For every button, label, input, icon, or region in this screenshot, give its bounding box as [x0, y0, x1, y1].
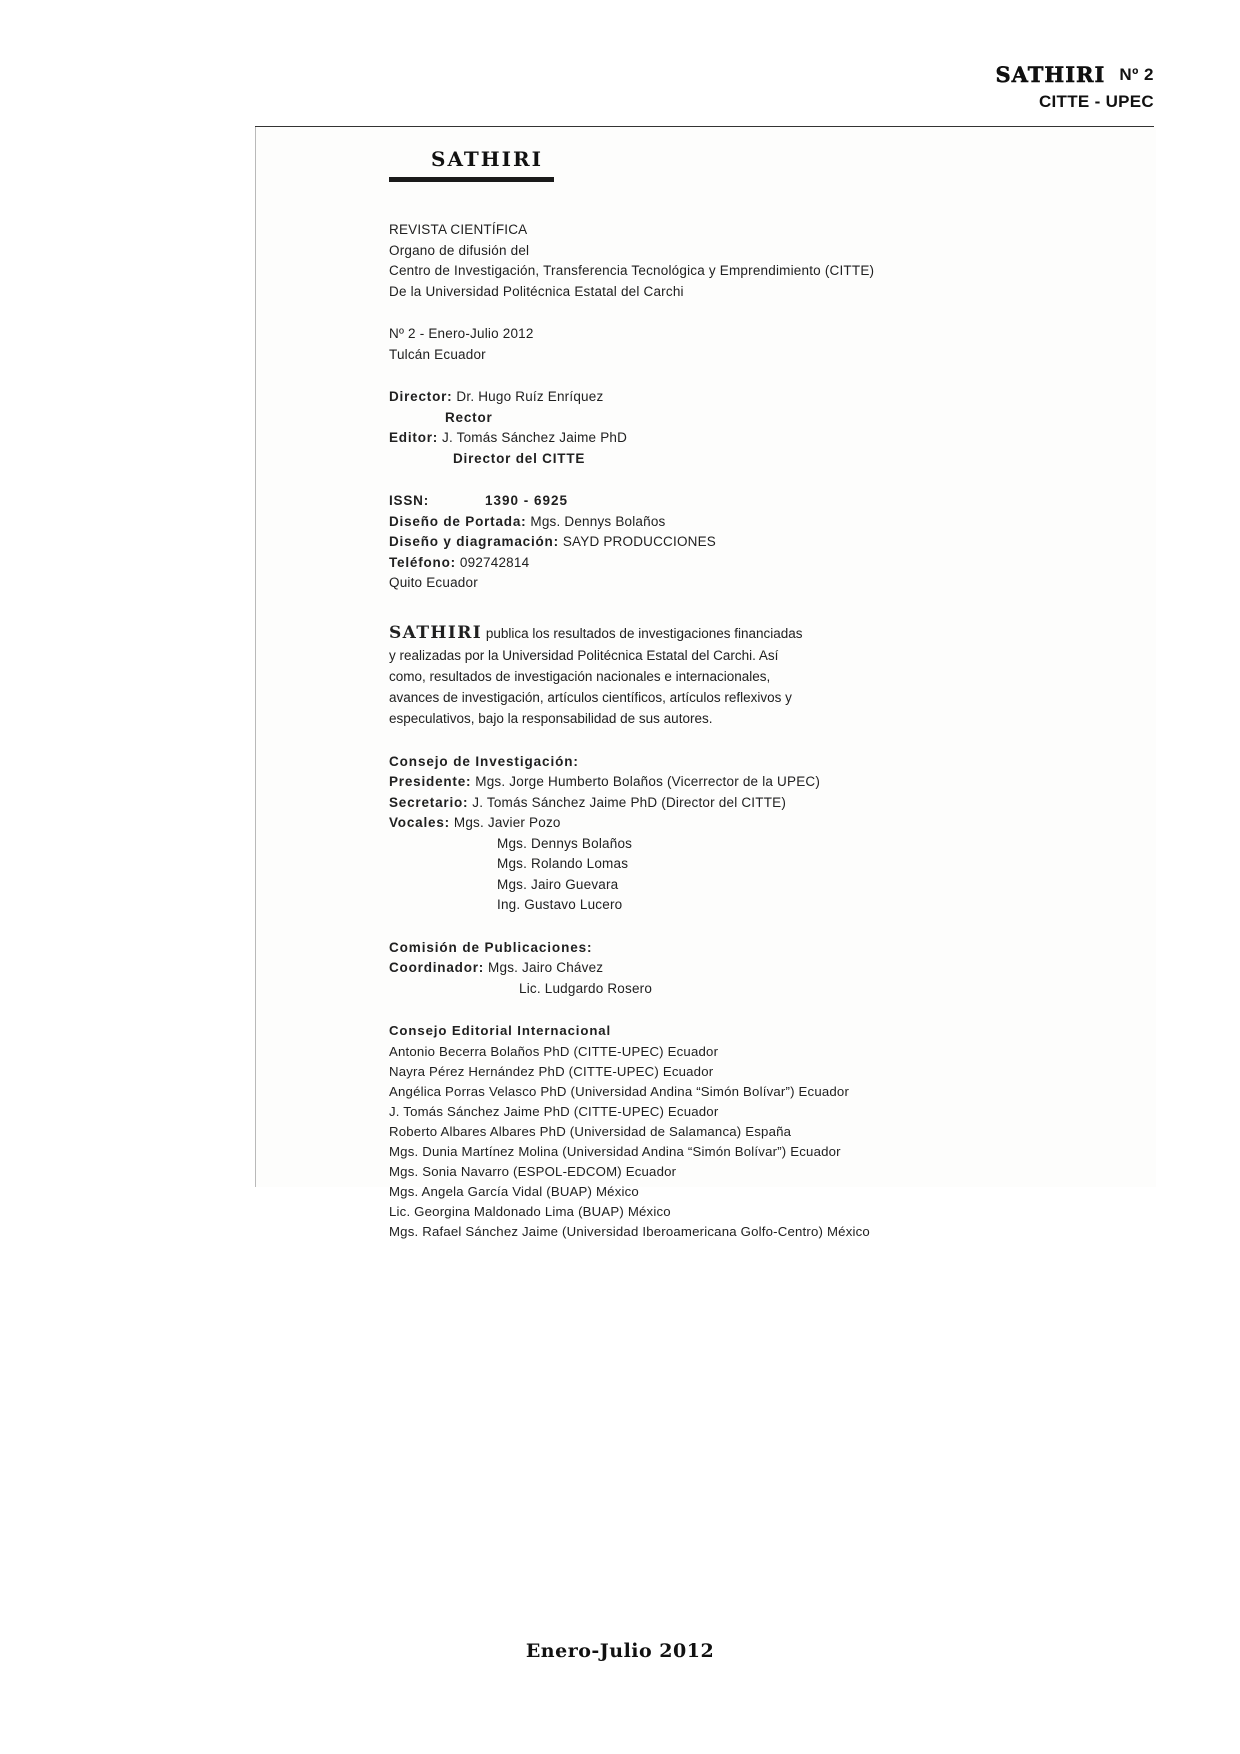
issn-value: 1390 - 6925 — [484, 493, 569, 509]
council-president-label: Presidente: — [389, 774, 472, 790]
director-label: Director: — [389, 389, 453, 405]
issue-block — [389, 324, 1089, 365]
editorial-board-member: Mgs. Rafael Sánchez Jaime (Universidad Iberoamericana Golfo-Centro) México — [389, 1224, 870, 1240]
council-president-line — [389, 772, 1089, 793]
council-members-line — [389, 813, 1089, 834]
cover-design-line — [389, 512, 1089, 533]
commission-coordinator-label: Coordinador: — [389, 960, 485, 976]
editorial-board-member: Nayra Pérez Hernández PhD (CITTE-UPEC) Ecuador — [389, 1063, 714, 1079]
director-line — [389, 387, 1089, 408]
council-president-value: Mgs. Jorge Humberto Bolaños (Vicerrector de la UPEC) — [475, 774, 821, 790]
editorial-board-block — [389, 1021, 1089, 1242]
masthead-title: SATHIRI — [431, 147, 543, 171]
production-city: Quito Ecuador — [389, 575, 478, 591]
research-council-block — [389, 752, 1089, 916]
commission-member: Lic. Ludgardo Rosero — [519, 980, 653, 996]
imprint-line: REVISTA CIENTÍFICA — [389, 222, 528, 237]
editor-name: J. Tomás Sánchez Jaime PhD — [442, 430, 628, 446]
cover-design-value: Mgs. Dennys Bolaños — [530, 513, 666, 529]
council-member: Mgs. Rolando Lomas — [497, 856, 629, 872]
commission-coordinator-line — [389, 958, 1089, 979]
council-secretary-value: J. Tomás Sánchez Jaime PhD (Director del CITTE) — [472, 794, 787, 810]
running-head-line-1 — [995, 62, 1154, 88]
about-text: publica los resultados de investigaciones financiadas y realizadas por la Universidad Politécnica Estatal del Carchi. Así como, resultados de investigación nacionales e internacionales, avances de investigación, artículos científicos, artículos reflexivos y especulativos, bajo la responsabilidad de sus autores. — [389, 625, 803, 726]
council-secretary-label: Secretario: — [389, 794, 469, 810]
about-paragraph — [389, 620, 809, 730]
editorial-board-member: Antonio Becerra Bolaños PhD (CITTE-UPEC) Ecuador — [389, 1043, 719, 1059]
imprint-content — [389, 147, 1089, 1242]
running-head — [995, 62, 1154, 113]
running-head-affiliation: CITTE - UPEC — [1038, 92, 1154, 112]
council-member: Mgs. Jairo Guevara — [497, 876, 619, 892]
director-name: Dr. Hugo Ruíz Enríquez — [456, 389, 604, 405]
layout-line — [389, 532, 1089, 553]
layout-value: SAYD PRODUCCIONES — [562, 534, 717, 550]
issue-line: Tulcán Ecuador — [389, 346, 486, 362]
phone-label: Teléfono: — [389, 554, 456, 570]
editorial-board-member: J. Tomás Sánchez Jaime PhD (CITTE-UPEC) Ecuador — [389, 1103, 719, 1119]
commission-coordinator-value: Mgs. Jairo Chávez — [488, 960, 604, 976]
issn-line — [389, 491, 1089, 512]
staff-block — [389, 387, 1089, 469]
imprint-line: Organo de difusión del — [389, 242, 530, 258]
phone-value: 092742814 — [459, 554, 530, 570]
journal-title: SATHIRI — [995, 62, 1106, 87]
council-secretary-line — [389, 793, 1089, 814]
editor-role: Director del CITTE — [453, 450, 586, 466]
council-member: Ing. Gustavo Lucero — [497, 897, 623, 913]
imprint-line: Centro de Investigación, Transferencia Tecnológica y Emprendimiento (CITTE) — [389, 263, 875, 279]
research-council-heading: Consejo de Investigación: — [389, 753, 579, 769]
editorial-board-member: Angélica Porras Velasco PhD (Universidad Andina “Simón Bolívar”) Ecuador — [389, 1083, 850, 1099]
page-footer: Enero-Julio 2012 — [525, 1640, 715, 1662]
phone-line — [389, 553, 1089, 574]
editorial-board-member: Mgs. Angela García Vidal (BUAP) México — [389, 1183, 639, 1199]
imprint-line: De la Universidad Politécnica Estatal del Carchi — [389, 283, 684, 299]
editorial-board-member: Mgs. Sonia Navarro (ESPOL-EDCOM) Ecuador — [389, 1163, 677, 1179]
publications-commission-block — [389, 938, 1089, 1000]
scanned-page — [255, 127, 1156, 1240]
editor-label: Editor: — [389, 430, 439, 446]
about-lead: SATHIRI — [389, 622, 483, 643]
editorial-board-heading: Consejo Editorial Internacional — [389, 1023, 612, 1039]
layout-label: Diseño y diagramación: — [389, 534, 559, 550]
issn-label: ISSN: — [389, 493, 430, 509]
editor-line — [389, 428, 1089, 449]
production-block — [389, 491, 1089, 594]
imprint-block — [389, 220, 1089, 302]
council-member: Mgs. Javier Pozo — [453, 815, 561, 831]
editorial-board-member: Mgs. Dunia Martínez Molina (Universidad Andina “Simón Bolívar”) Ecuador — [389, 1143, 841, 1159]
masthead-rule — [389, 177, 554, 182]
director-role: Rector — [445, 409, 493, 425]
publications-commission-heading: Comisión de Publicaciones: — [389, 939, 593, 955]
about-block — [389, 620, 809, 730]
council-members-label: Vocales: — [389, 815, 450, 831]
council-member: Mgs. Dennys Bolaños — [497, 835, 633, 851]
editorial-board-member: Roberto Albares Albares PhD (Universidad de Salamanca) España — [389, 1123, 792, 1139]
issue-number: Nº 2 — [1119, 65, 1154, 84]
editorial-board-member: Lic. Georgina Maldonado Lima (BUAP) México — [389, 1204, 671, 1219]
cover-design-label: Diseño de Portada: — [389, 513, 527, 529]
issue-line: Nº 2 - Enero-Julio 2012 — [389, 326, 534, 342]
